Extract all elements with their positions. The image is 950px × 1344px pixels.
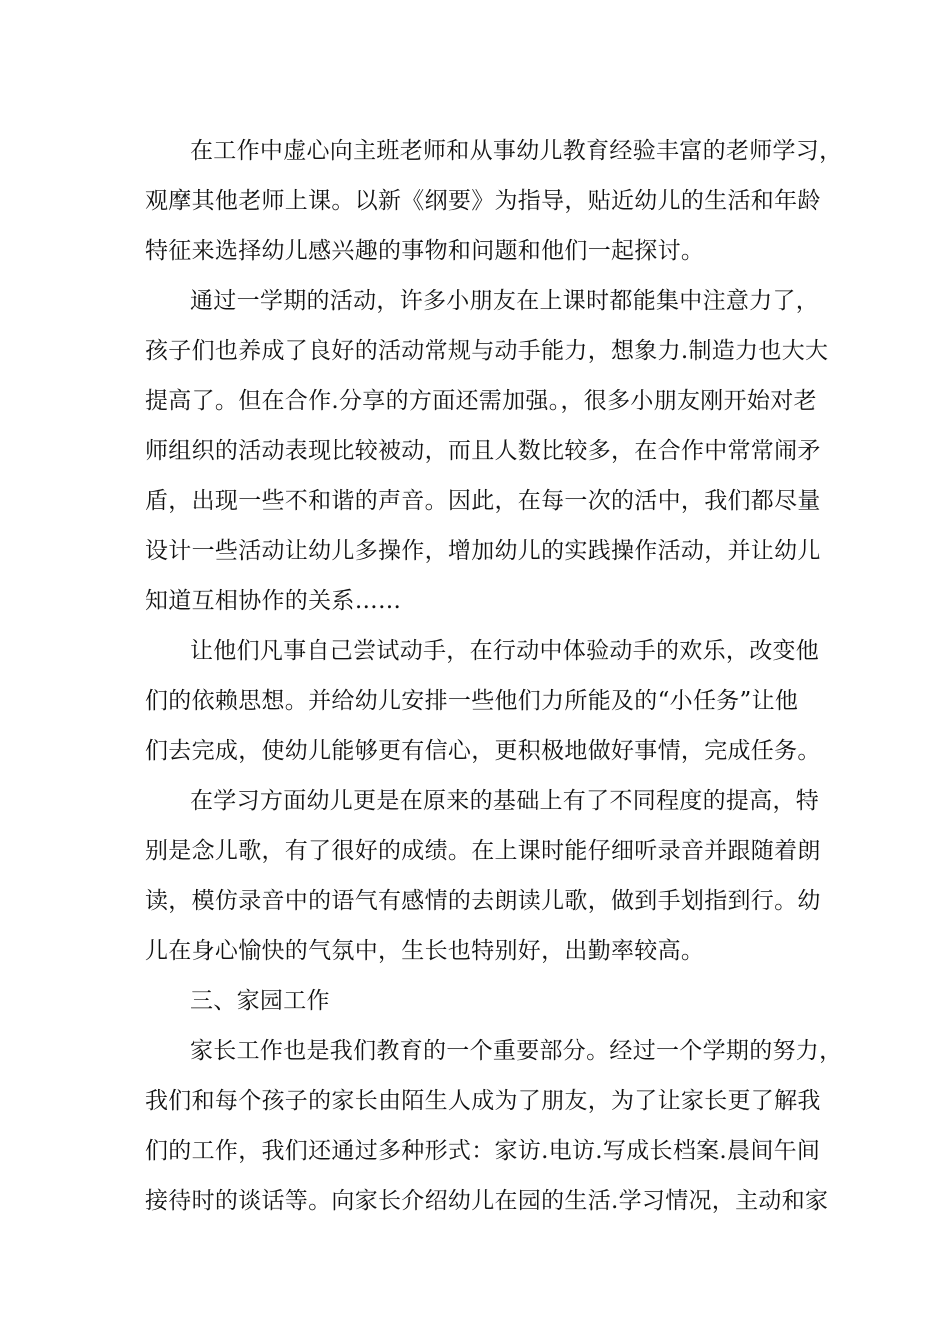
text-line: 在学习方面幼儿更是在原来的基础上有了不同程度的提高，特 [190, 788, 820, 814]
text-line: 在工作中虚心向主班老师和从事幼儿教育经验丰富的老师学习， [190, 138, 843, 164]
text-line: 师组织的活动表现比较被动，而且人数比较多，在合作中常常闹矛 [145, 438, 821, 464]
text-line: 家长工作也是我们教育的一个重要部分。经过一个学期的努力， [190, 1038, 843, 1064]
text-line: 设计一些活动让幼儿多操作，增加幼儿的实践操作活动，并让幼儿 [145, 538, 821, 564]
text-line: 通过一学期的活动，许多小朋友在上课时都能集中注意力了， [190, 288, 820, 314]
text-line: 们的工作，我们还通过多种形式：家访.电访.写成长档案.晨间午间 [145, 1138, 821, 1164]
text-line: 孩子们也养成了良好的活动常规与动手能力，想象力.制造力也大大 [145, 338, 829, 364]
text-line: 我们和每个孩子的家长由陌生人成为了朋友，为了让家长更了解我 [145, 1088, 821, 1114]
text-line: 特征来选择幼儿感兴趣的事物和问题和他们一起探讨。 [145, 238, 705, 264]
text-line: 知道互相协作的关系…… [145, 588, 402, 614]
text-line: 盾，出现一些不和谐的声音。因此，在每一次的活中，我们都尽量 [145, 488, 821, 514]
text-line: 读，模仿录音中的语气有感情的去朗读儿歌，做到手划指到行。幼 [145, 888, 821, 914]
section-heading: 三、家园工作 [190, 988, 330, 1014]
text-line: 儿在身心愉快的气氛中，生长也特别好，出勤率较高。 [145, 938, 705, 964]
text-line: 让他们凡事自己尝试动手，在行动中体验动手的欢乐，改变他 [190, 638, 820, 664]
text-line: 们去完成，使幼儿能够更有信心，更积极地做好事情，完成任务。 [145, 738, 821, 764]
text-line: 提高了。但在合作.分享的方面还需加强。，很多小朋友刚开始对老 [145, 388, 817, 414]
text-line: 们的依赖思想。并给幼儿安排一些他们力所能及的“小任务”让他 [145, 688, 799, 714]
text-line: 接待时的谈话等。向家长介绍幼儿在园的生活.学习情况，主动和家 [145, 1188, 829, 1214]
text-line: 观摩其他老师上课。以新《纲要》为指导，贴近幼儿的生活和年龄 [145, 188, 821, 214]
text-line: 别是念儿歌，有了很好的成绩。在上课时能仔细听录音并跟随着朗 [145, 838, 821, 864]
